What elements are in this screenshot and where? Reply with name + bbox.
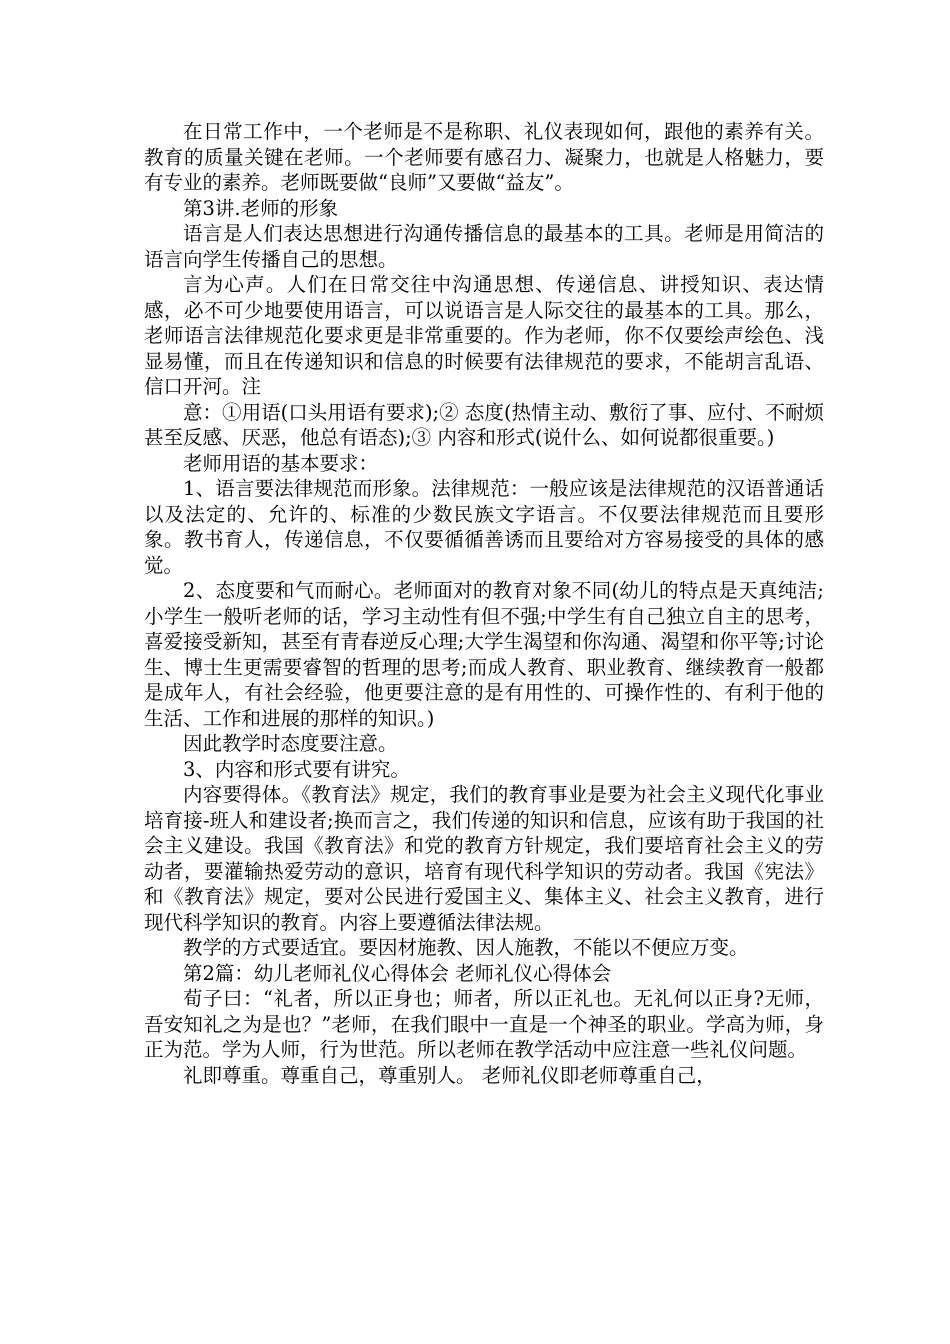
paragraph-attention-notes: 意：①用语(口头用语有要求);② 态度(热情主动、敷衍了事、应付、不耐烦甚至反感、厌恶，他总有语态);③ 内容和形式(说什么、如何说都很重要。) [144, 400, 824, 449]
section-heading-lecture-3: 第3讲.老师的形象 [183, 196, 339, 220]
paragraph-requirement-3: 3、内容和形式要有讲究。 [183, 757, 410, 781]
document-page [144, 119, 824, 1088]
paragraph-xunzi-quote: 荀子曰：“礼者，所以正身也；师者，所以正礼也。无礼何以正身?无师，吾安知礼之为是也？”老师，在我们眼中一直是一个神圣的职业。学高为师，身正为范。学为人师，行为世范。所以老师在教学活动中应注意一些礼仪问题。 [144, 987, 824, 1061]
paragraph-language-voice: 言为心声。人们在日常交往中沟通思想、传递信息、讲授知识、表达情感，必不可少地要使用语言，可以说语言是人际交往的最基本的工具。那么，老师语言法律规范化要求更是非常重要的。作为老师，你不仅要绘声绘色、浅显易懂，而且在传递知识和信息的时候要有法律规范的要求，不能胡言乱语、信口开河。注 [144, 273, 824, 398]
section-heading-part-2: 第2篇：幼儿老师礼仪心得体会 老师礼仪心得体会 [183, 961, 612, 985]
paragraph-intro: 在日常工作中，一个老师是不是称职、礼仪表现如何，跟他的素养有关。教育的质量关键在老师。一个老师要有感召力、凝聚力，也就是人格魅力，要有专业的素养。老师既要做“良师”又要做“益友”。 [144, 120, 824, 194]
paragraph-content-appropriate: 内容要得体。《教育法》规定，我们的教育事业是要为社会主义现代化事业培育接-班人和建设者;换而言之，我们传递的知识和信息，应该有助于我国的社会主义建设。我国《教育法》和党的教育方针规定，我们要培育社会主义的劳动者，要灌输热爱劳动的意识，培育有现代科学知识的劳动者。我国《宪法》和《教育法》规定，要对公民进行爱国主义、集体主义、社会主义教育，进行现代科学知识的教育。内容上要遵循法律法规。 [144, 783, 824, 934]
paragraph-requirement-1: 1、语言要法律规范而形象。法律规范：一般应该是法律规范的汉语普通话以及法定的、允许的、标准的少数民族文字语言。不仅要法律规范而且要形象。教书育人，传递信息，不仅要循循善诱而且要给对方容易接受的具体的感觉。 [144, 477, 824, 577]
paragraph-teaching-method: 教学的方式要适宜。要因材施教、因人施教，不能以不便应万变。 [183, 936, 749, 959]
paragraph-requirement-2: 2、态度要和气而耐心。老师面对的教育对象不同(幼儿的特点是天真纯洁;小学生一般听老师的话，学习主动性有但不强;中学生有自己独立自主的思考，喜爱接受新知，甚至有青春逆反心理;大学生渴望和你沟通、渴望和你平等;讨论生、博士生更需要睿智的哲理的思考;而成人教育、职业教育、继续教育一般都是成年人，有社会经验，他更要注意的是有用性的、可操作性的、有利于他的生活、工作和进展的那样的知识。) [144, 579, 824, 730]
paragraph-attitude-note: 因此教学时态度要注意。 [183, 732, 398, 755]
paragraph-basic-requirements: 老师用语的基本要求： [183, 451, 379, 475]
paragraph-respect: 礼即尊重。尊重自己，尊重别人。 老师礼仪即老师尊重自己， [183, 1063, 716, 1087]
paragraph-language-tool: 语言是人们表达思想进行沟通传播信息的最基本的工具。老师是用简洁的语言向学生传播自己的思想。 [144, 222, 824, 271]
